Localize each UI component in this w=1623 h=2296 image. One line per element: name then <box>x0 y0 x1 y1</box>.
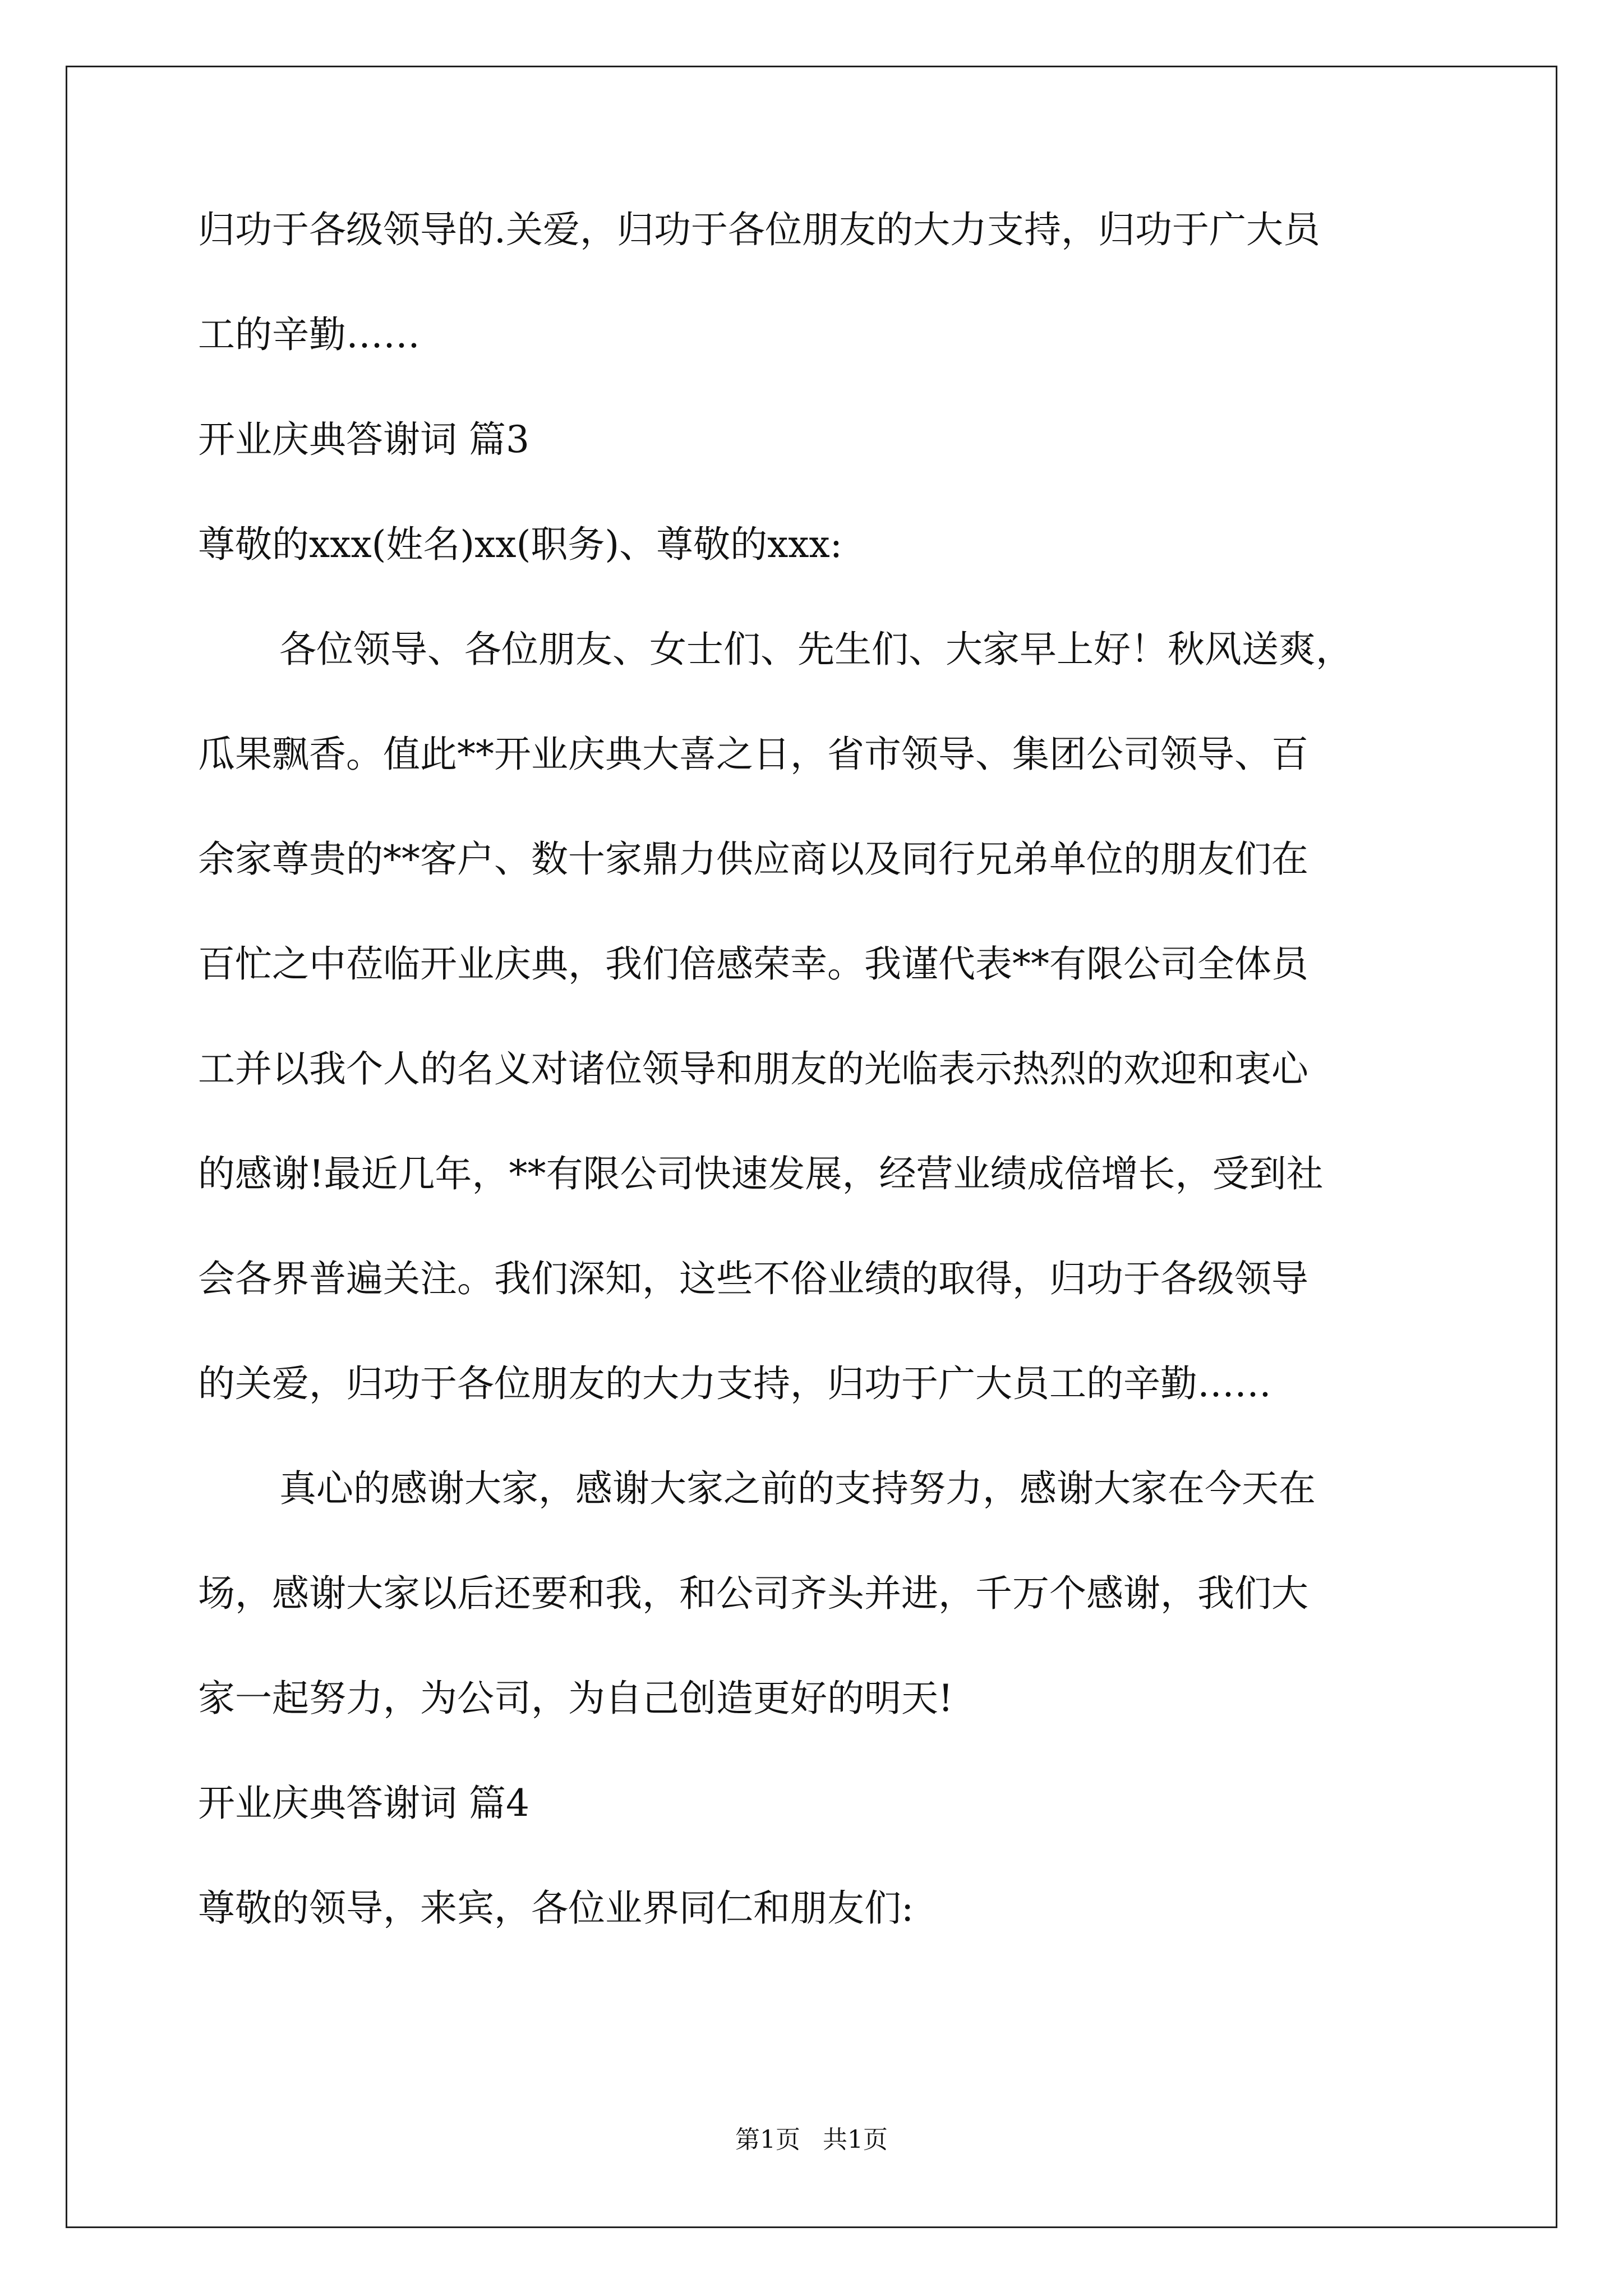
section-heading: 开业庆典答谢词 篇3 <box>198 418 529 461</box>
text-line: 百忙之中莅临开业庆典，我们倍感荣幸。我谨代表**有限公司全体员 <box>198 942 1308 986</box>
section-heading: 开业庆典答谢词 篇4 <box>198 1782 529 1825</box>
paragraph-start: 各位领导、各位朋友、女士们、先生们、大家早上好！秋风送爽， <box>279 628 1353 671</box>
text-line: 的感谢!最近几年，**有限公司快速发展，经营业绩成倍增长，受到社 <box>198 1152 1324 1195</box>
text-line: 工并以我个人的名义对诸位领导和朋友的光临表示热烈的欢迎和衷心 <box>198 1047 1308 1091</box>
text-line: 归功于各级领导的.关爱，归功于各位朋友的大力支持，归功于广大员 <box>198 208 1320 251</box>
paragraph-start: 真心的感谢大家，感谢大家之前的支持努力，感谢大家在今天在 <box>279 1467 1316 1510</box>
text-line: 瓜果飘香。值此**开业庆典大喜之日，省市领导、集团公司领导、百 <box>198 733 1308 776</box>
text-line: 场，感谢大家以后还要和我，和公司齐头并进，千万个感谢，我们大 <box>198 1572 1308 1615</box>
page-footer <box>0 2123 1623 2157</box>
text-line: 会各界普遍关注。我们深知，这些不俗业绩的取得，归功于各级领导 <box>198 1257 1308 1300</box>
text-line: 家一起努力，为公司，为自己创造更好的明天! <box>198 1677 953 1720</box>
page-total: 共1页 <box>823 2125 888 2154</box>
salutation: 尊敬的xxx(姓名)xx(职务)、尊敬的xxx: <box>198 523 843 566</box>
text-line: 工的辛勤…… <box>198 313 420 356</box>
text-line: 余家尊贵的**客户、数十家鼎力供应商以及同行兄弟单位的朋友们在 <box>198 838 1308 881</box>
text-line: 的关爱，归功于各位朋友的大力支持，归功于广大员工的辛勤…… <box>198 1362 1271 1405</box>
salutation: 尊敬的领导，来宾，各位业界同仁和朋友们: <box>198 1887 914 1930</box>
page-number: 第1页 <box>735 2125 800 2154</box>
